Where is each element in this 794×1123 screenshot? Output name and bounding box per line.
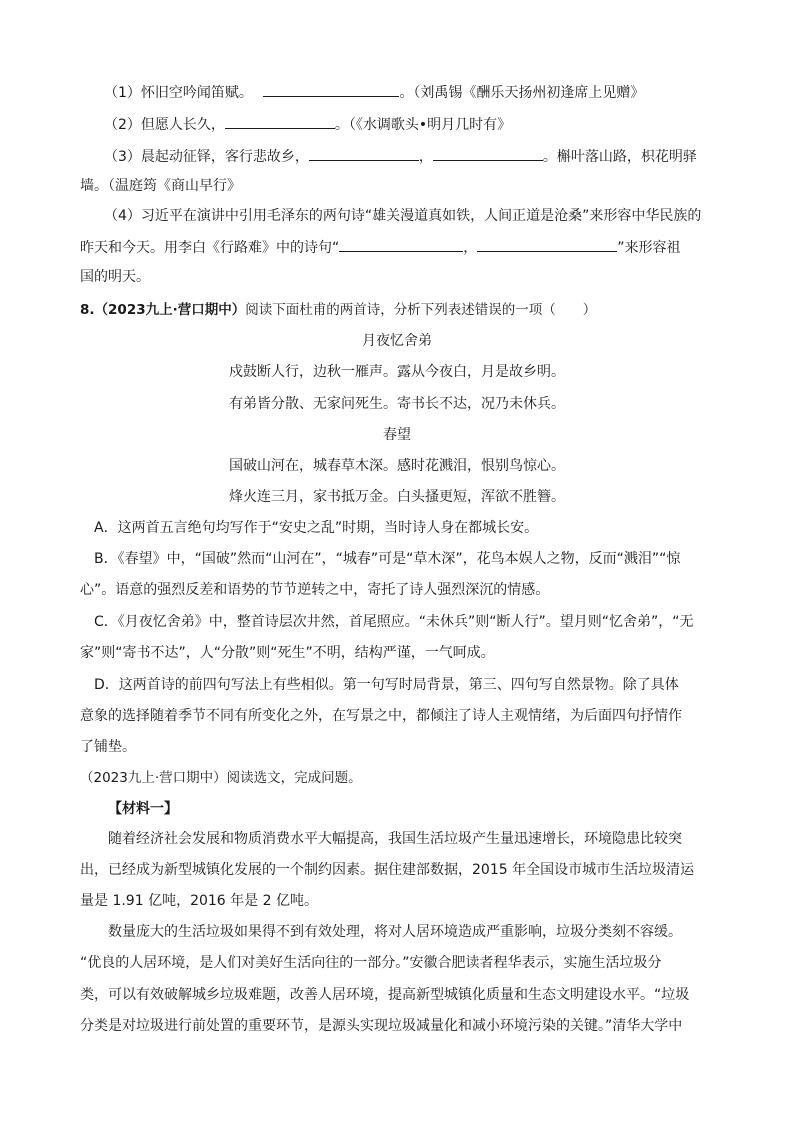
option-d[interactable]: D．这两首诗的前四句写法上有些相似。第一句写时局背景，第三、四句写自然景物。除了具体 <box>94 677 679 693</box>
option-d-cont1: 意象的选择随着季节不同有所变化之外，在写景之中，都倾注了诗人主观情绪，为后面四句抒情作 <box>80 708 682 724</box>
paragraph-2-line-1: 数量庞大的生活垃圾如果得不到有效处理，将对人居环境造成严重影响，垃圾分类刻不容缓。 <box>108 924 682 940</box>
q7-item-1 <box>104 82 644 103</box>
q8-source: （2023九上·营口期中） <box>94 302 246 318</box>
material-one-heading: 【材料一】 <box>108 801 178 817</box>
q7-item1-source: 。（刘禹锡《酬乐天扬州初逢席上见赠》 <box>399 85 645 101</box>
q7-item4-text: （4）习近平在演讲中引用毛泽东的两句诗“雄关漫道真如铁，人间正道是沧桑”来形容中华民族的 <box>104 208 702 224</box>
q7-item-4 <box>104 206 701 226</box>
q7-item2-source: 。（《水调歌头•明月几时有》 <box>334 117 512 133</box>
q8-number: 8. <box>80 302 95 318</box>
q7-item1-text: （1）怀旧空吟闻笛赋。 <box>104 85 253 101</box>
answer-blank-3[interactable] <box>309 146 419 161</box>
poem2-line-2: 烽火连三月，家书抵万金。白头搔更短，浑欲不胜簪。 <box>229 489 565 505</box>
option-d-cont2: 了铺垫。 <box>80 739 136 755</box>
q8-stem-text: 阅读下面杜甫的两首诗，分析下列表述错误的一项（ ） <box>245 302 597 318</box>
answer-blank-2[interactable] <box>225 114 335 129</box>
q7-item4-text2: 昨天和今天。用李白《行路难》中的诗句“ <box>80 240 340 256</box>
answer-blank-6[interactable] <box>477 237 617 252</box>
poem1-line-1: 戍鼓断人行，边秋一雁声。露从今夜白，月是故乡明。 <box>229 364 565 380</box>
option-c[interactable]: C．《月夜忆舍弟》中，整首诗层次井然，首尾照应。“未休兵”则“断人行”。望月则“忆舍弟”，“无 <box>94 614 694 630</box>
q7-item4-text4: 国的明天。 <box>80 269 150 285</box>
q7-item3-text2: 。槲叶落山路，枳花明驿 <box>542 149 697 165</box>
q7-item3-text: （3）晨起动征铎，客行悲故乡， <box>104 149 309 165</box>
q7-item-3-cont <box>80 176 241 196</box>
q8-stem <box>80 300 596 320</box>
paragraph-1-line-2: 出，已经成为新型城镇化发展的一个制约因素。据住建部数据，2015 年全国设市城市生活垃圾清运 <box>80 862 695 878</box>
paragraph-1-line-1: 随着经济社会发展和物质消费水平大幅提高，我国生活垃圾产生量迅速增长，环境隐患比较突 <box>108 831 682 847</box>
q7-item3-sep: ， <box>418 149 433 165</box>
q7-item2-text: （2）但愿人长久， <box>104 117 225 133</box>
q7-item3-source: 墙。（温庭筠《商山早行》 <box>80 178 241 194</box>
reading-intro: （2023九上·营口期中）阅读选文，完成问题。 <box>80 770 362 786</box>
q7-item-4-line3 <box>80 267 150 287</box>
q7-item-2 <box>104 114 511 135</box>
paragraph-2-line-2: “优良的人居环境，是人们对美好生活向往的一部分。”安徽合肥读者程华表示，实施生活垃圾分 <box>80 955 662 971</box>
answer-blank-4[interactable] <box>433 146 543 161</box>
answer-blank-1[interactable] <box>263 82 399 97</box>
answer-blank-5[interactable] <box>339 237 463 252</box>
option-c-cont: 家”则“寄书不达”，人“分散”则“死生”不明，结构严谨，一气呵成。 <box>80 645 495 661</box>
poem1-line-2: 有弟皆分散、无家问死生。寄书长不达，况乃未休兵。 <box>229 396 565 412</box>
poem2-line-1: 国破山河在，城春草木深。感时花溅泪，恨别鸟惊心。 <box>229 458 565 474</box>
paragraph-2-line-4: 分类是对垃圾进行前处置的重要环节，是源头实现垃圾减量化和减小环境污染的关键。”清华大学中 <box>80 1018 683 1034</box>
q7-item4-sep: ， <box>463 240 478 256</box>
q7-item-3 <box>104 146 697 167</box>
option-b-cont: 心”。语意的强烈反差和语势的节节逆转之中，寄托了诗人强烈深沉的情感。 <box>80 582 550 598</box>
poem1-title: 月夜忆舍弟 <box>362 333 432 349</box>
option-a[interactable]: A．这两首五言绝句均写作于“安史之乱”时期，当时诗人身在都城长安。 <box>94 520 539 536</box>
q7-item4-text3: ”来形容祖 <box>617 240 681 256</box>
paragraph-1-line-3: 量是 1.91 亿吨，2016 年是 2 亿吨。 <box>80 893 318 909</box>
paragraph-2-line-3: 类，可以有效破解城乡垃圾难题，改善人居环境，提高新型城镇化质量和生态文明建设水平。“垃圾 <box>80 987 690 1003</box>
q7-item-4-line2 <box>80 237 681 258</box>
poem2-title: 春望 <box>383 427 411 443</box>
option-b[interactable]: B．《春望》中，“国破”然而“山河在”，“城春”可是“草木深”，花鸟本娱人之物，反而“溅泪”“惊 <box>94 551 681 567</box>
